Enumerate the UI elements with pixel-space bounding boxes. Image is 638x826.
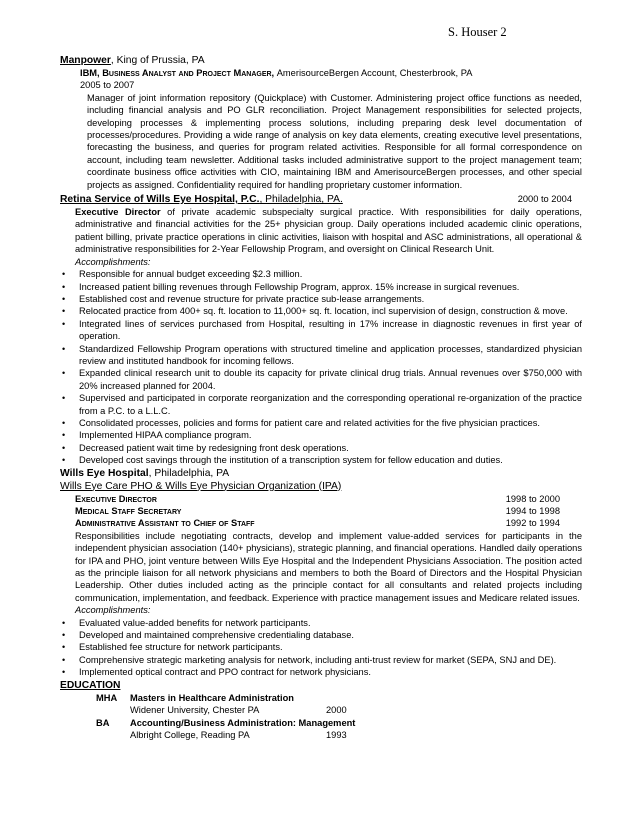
education-degree: MHA (96, 692, 118, 703)
list-item: • Responsible for annual budget exceeding $2.3 million. (60, 268, 582, 280)
manpower-heading (60, 54, 582, 67)
list-item: • Integrated lines of services purchased from Hospital, resulting in 17% increase in diagnostic revenues in first year of operation. (60, 318, 582, 343)
list-item: • Decreased patient wait time by redesigning front desk operations. (60, 442, 582, 454)
education-year: 2000 (326, 705, 347, 716)
education-entry (60, 692, 582, 717)
list-item: • Evaluated value-added benefits for network participants. (60, 617, 582, 629)
retina-employer: Retina Service of Wills Eye Hospital, P.C. (60, 194, 260, 206)
retina-description-text: of private academic subspecialty surgical practice. With responsibilities for daily operations, administrative and financial activities for the 25+ physician group. Daily operations included academic clinic operations, patient billing, private practice operations in clinic activities, liaison with hospital and ASC administrations, all operational & administrative responsibilities for 2-Year Fellowship Program, and oversight on Clinical Research Unit. (75, 207, 582, 255)
manpower-location: , King of Prussia, PA (110, 55, 205, 66)
education-heading: EDUCATION (60, 679, 121, 691)
manpower-role (60, 67, 582, 79)
list-item: • Expanded clinical research unit to double its capacity for private clinical drug trials. Annual revenues over $750,000 with 20% increased planned for 2004. (60, 367, 582, 392)
list-item: • Established cost and revenue structure for private practice sub-lease arrangements. (60, 293, 582, 305)
retina-location: , Philadelphia, PA. (259, 194, 343, 206)
willseye-role-dates: 1994 to 1998 (505, 506, 560, 516)
education-school: Albright College, Reading PA (130, 729, 250, 740)
willseye-accomplishments-label: Accomplishments: (75, 605, 151, 616)
list-item: • Comprehensive strategic marketing analysis for network, including anti-trust review for market (SEPA, SNJ and DE). (60, 654, 582, 666)
retina-heading (60, 193, 582, 206)
retina-dates: 2000 to 2004 (517, 194, 572, 205)
retina-description (60, 206, 582, 256)
resume-page (60, 54, 582, 741)
willseye-role-row (75, 493, 582, 505)
education-degree: BA (96, 717, 110, 728)
willseye-role-row (75, 505, 582, 517)
retina-accomplishments-label: Accomplishments: (75, 256, 151, 267)
list-item: • Supervised and participated in corporate reorganization and the corresponding operational re-organization of the practice from a P.C. to a L.L.C. (60, 392, 582, 417)
willseye-heading (60, 467, 582, 480)
manpower-description: Manager of joint information repository (Quickplace) with Customer. Administering project office functions as needed, including financial analysis and PO GLR reconciliation. Project Management responsibilities for selected projects, developing processes & implementing process solutions, including preparing desk level documentation of processes/procedures. Providing a wide range of analysis on key data elements, creating executive level presentations, forecasting the business, and queries for program related activities. Responsible for all formal correspondence on account, including team newsletter. Additional tasks included administrative support to the project management team; coordinate business office activities with CIO, maintaining IBM and AmerisourceBergen processes, and other special projects as assigned. Confidentiality required for handling proprietary customer information. (87, 92, 582, 190)
list-item: • Relocated practice from 400+ sq. ft. location to 11,000+ sq. ft. location, incl supervision of design, construction & move. (60, 305, 582, 317)
willseye-roles (60, 493, 582, 530)
willseye-role-dates: 1992 to 1994 (505, 518, 560, 529)
manpower-role-title: IBM, Business Analyst and Project Manager, (80, 68, 275, 78)
list-item: • Increased patient billing revenues through Fellowship Program, approx. 15% increase in surgical revenues. (60, 281, 582, 293)
willseye-org: Wills Eye Care PHO & Wills Eye Physician Organization (IPA) (60, 480, 342, 492)
list-item: • Standardized Fellowship Program operations with structured timeline and application processes, standardized physician review and instituted handbook for incoming fellows. (60, 343, 582, 368)
list-item: • Implemented optical contract and PPO contract for network physicians. (60, 666, 582, 678)
willseye-role-title: Administrative Assistant to Chief of Staff (75, 518, 255, 529)
education-program: Masters in Healthcare Administration (130, 692, 294, 703)
willseye-location: , Philadelphia, PA (148, 467, 230, 479)
manpower-employer: Manpower (60, 55, 111, 66)
willseye-role-title: Executive Director (75, 493, 157, 504)
education-program: Accounting/Business Administration: Management (130, 717, 356, 728)
list-item: • Developed cost savings through the institution of a transcription system for fellow education and duties. (60, 454, 582, 466)
willseye-role-title: Medical Staff Secretary (75, 506, 182, 516)
manpower-client: AmerisourceBergen Account, Chesterbrook, PA (276, 68, 473, 78)
manpower-dates: 2005 to 2007 (80, 80, 135, 91)
retina-role: Executive Director (75, 207, 161, 218)
list-item: • Established fee structure for network participants. (60, 641, 582, 653)
list-item: • Developed and maintained comprehensive credentialing database. (60, 629, 582, 641)
willseye-role-row (75, 517, 582, 529)
willseye-accomplishments-list (60, 617, 582, 679)
retina-accomplishments-list (60, 268, 582, 467)
willseye-employer: Wills Eye Hospital (60, 467, 149, 479)
willseye-description: Responsibilities include negotiating contracts, develop and implement value-added services for participants in the independent physician association (140+ physicians), strategic planning, and financial operations. Handled daily operations for IPA and PHO, joint venture between Wills Eye Hospital and the Independent Physicians Association. The position acted as the principle liaison for all network physicians and members to both the Board of Directors and the Hospital Physician Leadership. Other duties included acting as the principle contact for all consultants and related projects including communication, implementation, and feedback. Experience with practice management issues and Medicare related issues. (75, 530, 582, 603)
education-school: Widener University, Chester PA (130, 705, 260, 716)
willseye-role-dates: 1998 to 2000 (505, 493, 560, 504)
page-header-label: S. Houser 2 (448, 25, 507, 39)
list-item: • Consolidated processes, policies and forms for patient care and related activities for the five physician practices. (60, 417, 582, 429)
education-year: 1993 (326, 729, 347, 740)
list-item: • Implemented HIPAA compliance program. (60, 429, 582, 441)
education-entry (60, 717, 582, 742)
